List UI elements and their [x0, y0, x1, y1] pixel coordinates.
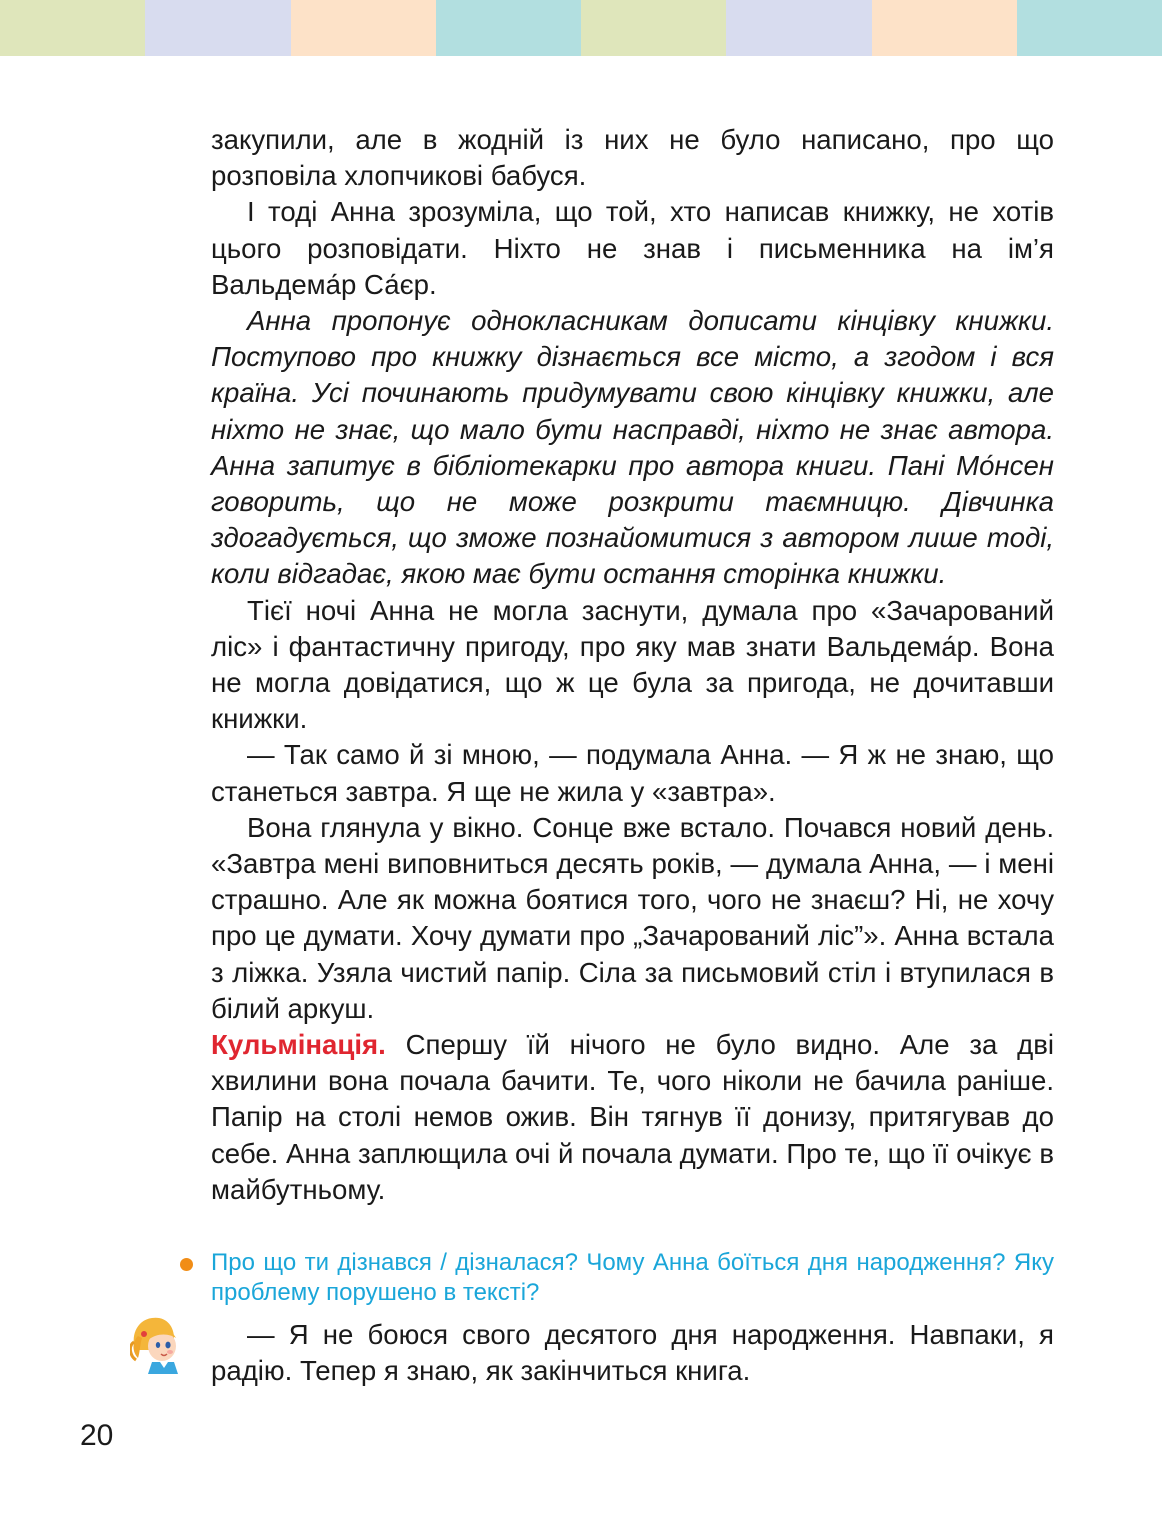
header-stripe	[0, 0, 145, 56]
paragraph-text: Вона глянула у вікно. Сонце вже встало. Почався новий день. «Завтра мені виповниться десять років, — думала Анна, — і мені страшно. Але як можна боятися того, чого не знаєш? Ні, не хочу про це думати. Хочу думати про „Зачарований ліс”». Анна встала з ліжка. Узяла чистий папір. Сіла за письмовий стіл і втупилася в білий аркуш.	[211, 811, 1054, 1024]
answer-text	[211, 1317, 1054, 1389]
header-stripe	[436, 0, 581, 56]
answer-paragraph: — Я не боюся свого десятого дня народження. Навпаки, я радію. Тепер я знаю, як закінчиться книга.	[211, 1319, 1054, 1387]
dialogue-paragraph: — Так само й зі мною, — подумала Анна. — Я ж не знаю, що станеться завтра. Я ще не жила у «завтра».	[211, 739, 1054, 807]
climax-term: Кульмінація.	[211, 1029, 386, 1061]
header-stripe	[581, 0, 726, 56]
girl-avatar-icon	[130, 1312, 190, 1374]
page-number: 20	[80, 1419, 114, 1452]
header-stripe	[145, 0, 290, 56]
header-stripe	[726, 0, 871, 56]
paragraph: Тієї ночі Анна не могла заснути, думала про «Зачарований ліс» і фантастичну пригоду, про яку мав знати Вальдема́р. Вона не могла довідатися, що ж це була за пригода, не дочитавши книжки.	[211, 594, 1054, 735]
paragraph	[211, 810, 1054, 1208]
header-color-stripes	[0, 0, 1162, 56]
paragraph-text: Спершу їй нічого не було видно. Але за дві хвилини вона почала бачити. Те, чого ніколи не бачила раніше. Папір на столі немов ожив. Він тягнув її донизу, притягував до себе. Анна заплющила очі й почала думати. Про те, що її очікує в майбутньому.	[211, 1029, 1054, 1205]
story-text	[211, 122, 1054, 1208]
bullet-icon	[180, 1258, 193, 1271]
header-stripe	[1017, 0, 1162, 56]
paragraph: закупили, але в жодній із них не було написано, про що розповіла хлопчикові бабуся.	[211, 124, 1054, 192]
paragraph: І тоді Анна зрозуміла, що той, хто написав книжку, не хотів цього розповідати. Ніхто не знав і письменника на ім’я Вальдема́р Са́єр.	[211, 196, 1054, 300]
header-stripe	[291, 0, 436, 56]
header-stripe	[872, 0, 1017, 56]
question-text: Про що ти дізнався / дізналася? Чому Анна боїться дня народження? Яку проблему порушено в тексті?	[211, 1249, 1054, 1306]
summary-paragraph: Анна пропонує однокласникам дописати кінцівку книжки. Поступово про книжку дізнається все місто, а згодом і вся країна. Усі починають придумувати свою кінцівку книжки, але ніхто не знає, що мало бути насправді, ніхто не знає автора. Анна запитує в бібліотекарки про автора книги. Пані Мо́нсен говорить, що не може розкрити таємницю. Дівчинка здогадується, що зможе познайомитися з автором лише тоді, коли відгадає, якою має бути остання сторінка книжки.	[211, 305, 1054, 590]
